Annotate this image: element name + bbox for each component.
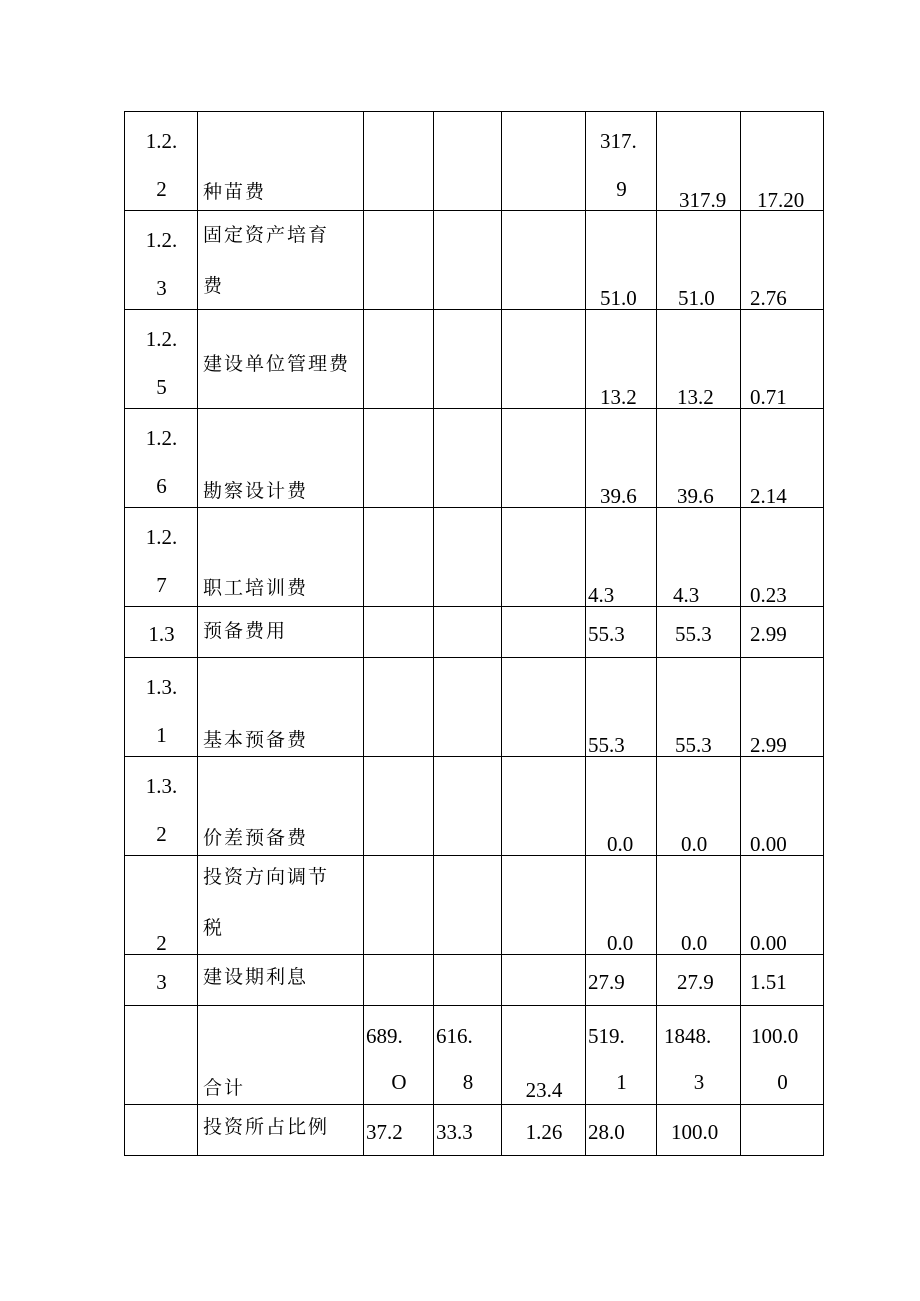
item-code: 5: [156, 375, 167, 399]
cell-value: 51.0: [600, 286, 637, 310]
cell-c4: [586, 856, 657, 955]
cell-c1: [364, 757, 434, 856]
item-code: 2: [156, 177, 167, 201]
cell-value: 55.3: [588, 622, 625, 646]
cell-c1: [364, 607, 434, 658]
cell-total: [657, 955, 741, 1006]
cell-pct: [741, 1006, 824, 1105]
cell-value: 8: [462, 1070, 474, 1094]
item-code: 3: [156, 970, 167, 994]
cell-c4: [586, 955, 657, 1006]
cell-value: 27.9: [677, 970, 714, 994]
item-code: 2: [156, 822, 167, 846]
table-row: [125, 1105, 824, 1156]
cell-value: 0.0: [607, 832, 634, 856]
cell-c2: [434, 1105, 502, 1156]
cell-value: 0.23: [750, 583, 787, 607]
cell-pct: [741, 757, 824, 856]
cell-value: 317.9: [679, 188, 727, 211]
cell-value: 689.: [366, 1024, 403, 1048]
cell-code: [125, 955, 198, 1006]
cell-c4: [586, 607, 657, 658]
cell-c3: [502, 211, 586, 310]
cell-total: [657, 508, 741, 607]
cell-pct: [741, 211, 824, 310]
cell-c2: [434, 856, 502, 955]
cell-c4: [586, 757, 657, 856]
cell-value: 2.14: [750, 484, 787, 508]
item-code: 1.2.: [145, 129, 178, 153]
cell-c1: [364, 310, 434, 409]
cell-name: [198, 409, 364, 508]
table-body: [125, 112, 824, 1156]
cell-pct: [741, 856, 824, 955]
item-name: 投资方向调节: [203, 866, 330, 888]
item-name: 种苗费: [203, 181, 267, 203]
cell-c2: [434, 409, 502, 508]
cell-code: [125, 856, 198, 955]
cell-code: [125, 112, 198, 211]
item-code: 6: [156, 474, 167, 498]
cell-c4: [586, 211, 657, 310]
table-row: [125, 607, 824, 658]
cell-value: 0.0: [681, 931, 708, 955]
table-row: [125, 856, 824, 955]
cell-value: 2.76: [750, 286, 787, 310]
cell-total: [657, 856, 741, 955]
cell-name: [198, 757, 364, 856]
table-row: [125, 658, 824, 757]
cell-value: 0.00: [750, 832, 787, 856]
cell-pct: [741, 658, 824, 757]
cell-c2: [434, 955, 502, 1006]
table-row: [125, 310, 824, 409]
cell-value: 3: [693, 1070, 705, 1094]
cell-value: 0.0: [607, 931, 634, 955]
cell-value: 13.2: [677, 385, 714, 409]
cell-pct: [741, 508, 824, 607]
cell-pct: [741, 1105, 824, 1156]
cell-c3: [502, 1006, 586, 1105]
cell-code: [125, 757, 198, 856]
cell-c1: [364, 409, 434, 508]
cell-name: [198, 310, 364, 409]
cell-c4: [586, 658, 657, 757]
cell-value: 39.6: [677, 484, 714, 508]
table-row: [125, 955, 824, 1006]
cell-value: 0.71: [750, 385, 787, 409]
cell-code: [125, 607, 198, 658]
cell-c1: [364, 955, 434, 1006]
item-code: 1.2.: [145, 426, 178, 450]
cell-value: 27.9: [588, 970, 625, 994]
item-name: 基本预备费: [203, 729, 309, 751]
cell-name: [198, 508, 364, 607]
cell-value: 55.3: [675, 733, 712, 757]
table-row: [125, 409, 824, 508]
item-code: 1.2.: [145, 228, 178, 252]
cell-value: 1848.: [664, 1024, 712, 1048]
item-code: 7: [156, 573, 167, 597]
cell-total: [657, 1105, 741, 1156]
table-row: [125, 1006, 824, 1105]
item-name: 预备费用: [203, 620, 288, 642]
cell-c1: [364, 856, 434, 955]
cell-name: [198, 607, 364, 658]
cell-name: [198, 856, 364, 955]
cell-pct: [741, 112, 824, 211]
cell-name: [198, 112, 364, 211]
cell-c4: [586, 508, 657, 607]
cell-c4: [586, 1006, 657, 1105]
cell-total: [657, 607, 741, 658]
cell-value: 0: [777, 1070, 788, 1094]
cell-c3: [502, 112, 586, 211]
cell-total: [657, 211, 741, 310]
cell-value: 616.: [436, 1024, 473, 1048]
cell-value: 28.0: [588, 1120, 625, 1144]
item-name: 勘察设计费: [203, 480, 309, 502]
cell-value: 55.3: [675, 622, 712, 646]
cell-value: 100.0: [671, 1120, 719, 1144]
cell-c3: [502, 658, 586, 757]
item-code: 1: [156, 723, 167, 747]
cell-c1: [364, 1006, 434, 1105]
cell-c4: [586, 409, 657, 508]
cell-c3: [502, 409, 586, 508]
cell-total: [657, 112, 741, 211]
cell-value: O: [391, 1070, 407, 1094]
cell-value: 1: [616, 1070, 627, 1094]
cell-value: 17.20: [757, 188, 805, 211]
cell-c3: [502, 508, 586, 607]
cell-value: 39.6: [600, 484, 637, 508]
cell-c4: [586, 1105, 657, 1156]
cell-pct: [741, 409, 824, 508]
investment-table: [124, 111, 824, 1156]
cell-code: [125, 211, 198, 310]
cell-value: 4.3: [588, 583, 615, 607]
cell-c2: [434, 508, 502, 607]
cell-c2: [434, 112, 502, 211]
cell-value: 2.99: [750, 733, 787, 757]
item-name: 投资所占比例: [203, 1116, 330, 1138]
cell-value: 2.99: [750, 622, 787, 646]
cell-c3: [502, 757, 586, 856]
item-code: 2: [156, 931, 167, 955]
table-row: [125, 757, 824, 856]
cell-value: 33.3: [436, 1120, 473, 1144]
table-row: [125, 508, 824, 607]
cell-pct: [741, 310, 824, 409]
table-row: [125, 112, 824, 211]
cell-value: 51.0: [678, 286, 715, 310]
cell-c4: [586, 310, 657, 409]
item-code: 1.2.: [145, 327, 178, 351]
item-code: 3: [156, 276, 167, 300]
item-code: 1.2.: [145, 525, 178, 549]
item-name: 建设单位管理费: [203, 353, 351, 375]
item-name: 合计: [203, 1077, 246, 1099]
cell-c2: [434, 757, 502, 856]
cell-code: [125, 409, 198, 508]
cell-name: [198, 1105, 364, 1156]
cell-value: 13.2: [600, 385, 637, 409]
cell-total: [657, 310, 741, 409]
item-name: 费: [203, 275, 225, 297]
cell-name: [198, 1006, 364, 1105]
cell-code: [125, 310, 198, 409]
cell-value: 317.: [600, 129, 637, 153]
cell-value: 0.0: [681, 832, 708, 856]
cell-total: [657, 409, 741, 508]
cell-value: 100.0: [751, 1024, 799, 1048]
cell-c2: [434, 211, 502, 310]
item-code: 1.3.: [145, 774, 178, 798]
cell-value: 519.: [588, 1024, 625, 1048]
cell-code: [125, 1006, 198, 1105]
cell-value: 1.51: [750, 970, 787, 994]
cell-value: 23.4: [525, 1078, 563, 1102]
cell-c2: [434, 607, 502, 658]
cell-total: [657, 757, 741, 856]
item-name: 价差预备费: [203, 827, 309, 849]
cell-c1: [364, 1105, 434, 1156]
cell-c1: [364, 211, 434, 310]
cell-name: [198, 211, 364, 310]
cell-value: 9: [616, 177, 627, 201]
cell-value: 37.2: [366, 1120, 403, 1144]
cell-c3: [502, 310, 586, 409]
cell-value: 4.3: [673, 583, 700, 607]
cell-value: 55.3: [588, 733, 625, 757]
cell-pct: [741, 955, 824, 1006]
cell-value: 0.00: [750, 931, 787, 955]
cell-code: [125, 1105, 198, 1156]
item-name: 税: [203, 917, 225, 939]
cell-total: [657, 1006, 741, 1105]
item-name: 建设期利息: [203, 966, 309, 988]
item-name: 固定资产培育: [203, 224, 330, 246]
item-code: 1.3.: [145, 675, 178, 699]
cell-c1: [364, 508, 434, 607]
cell-c2: [434, 1006, 502, 1105]
cell-c4: [586, 112, 657, 211]
cell-c2: [434, 310, 502, 409]
cell-c3: [502, 856, 586, 955]
item-code: 1.3: [148, 622, 175, 646]
cell-code: [125, 658, 198, 757]
cell-c1: [364, 112, 434, 211]
table-row: [125, 211, 824, 310]
cell-c3: [502, 955, 586, 1006]
cell-c3: [502, 1105, 586, 1156]
cell-name: [198, 955, 364, 1006]
cell-c3: [502, 607, 586, 658]
cell-pct: [741, 607, 824, 658]
cell-c1: [364, 658, 434, 757]
cell-value: 1.26: [525, 1120, 563, 1144]
cell-name: [198, 658, 364, 757]
cell-code: [125, 508, 198, 607]
item-name: 职工培训费: [203, 577, 309, 599]
cell-total: [657, 658, 741, 757]
cell-c2: [434, 658, 502, 757]
